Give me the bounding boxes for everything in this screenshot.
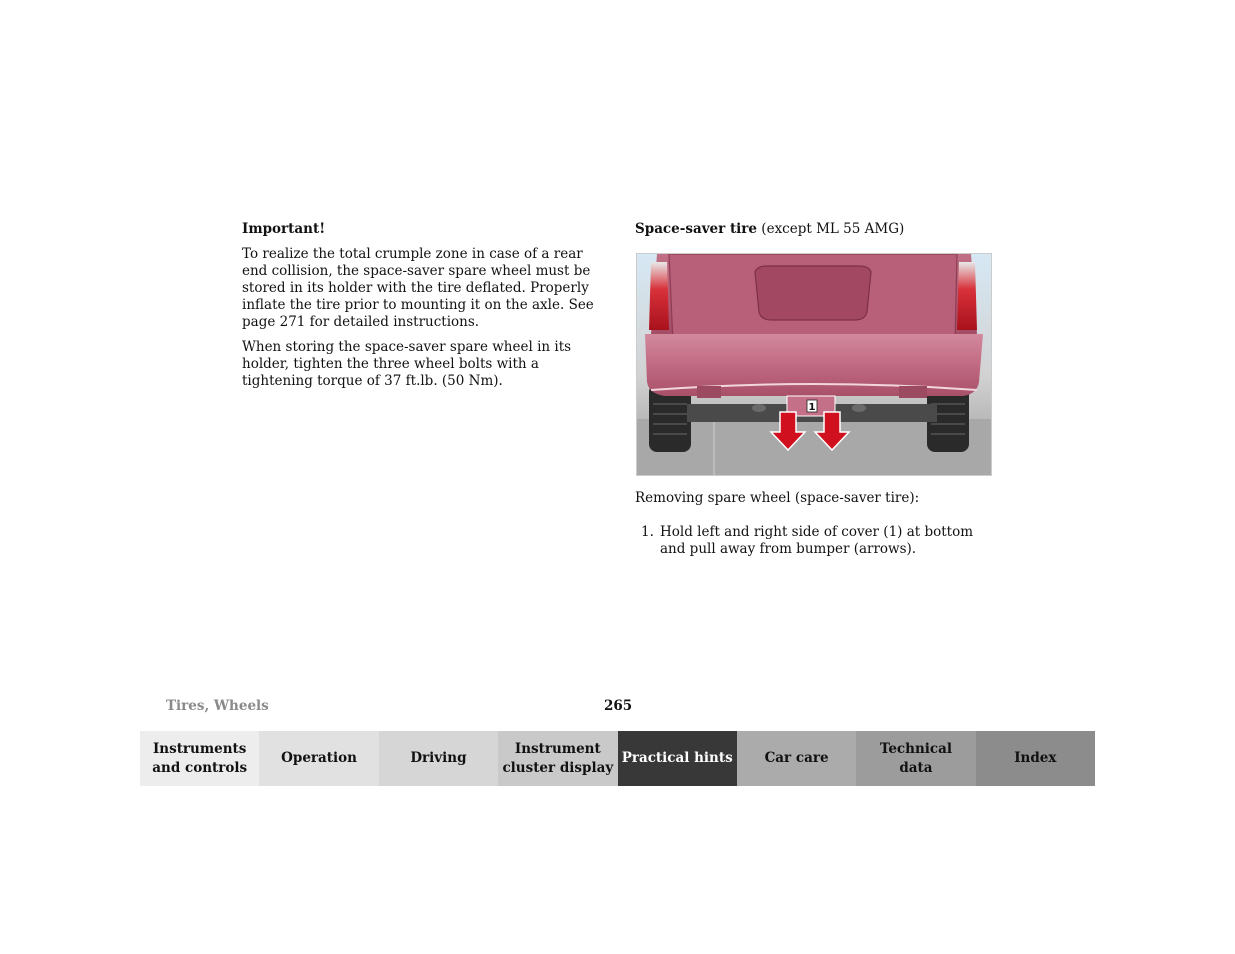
left-column	[242, 221, 604, 398]
space-saver-heading	[635, 221, 995, 238]
tab-car-care[interactable]: Car care	[737, 731, 856, 786]
rear-bumper-illustration	[636, 253, 992, 476]
tab-index[interactable]: Index	[976, 731, 1095, 786]
tab-instruments-and-controls[interactable]: Instruments and controls	[140, 731, 259, 786]
tab-instrument-cluster-display[interactable]: Instrument cluster display	[498, 731, 617, 786]
figure-callout-1: 1	[808, 402, 816, 413]
step-number: 1.	[641, 524, 654, 540]
list-item	[635, 524, 995, 558]
footer-section-title: Tires, Wheels	[166, 698, 269, 714]
space-saver-heading-rest: (except ML 55 AMG)	[757, 221, 905, 237]
important-heading: Important!	[242, 221, 326, 237]
important-paragraph-1: To realize the total crumple zone in case of a rear end collision, the space-saver spare wheel must be stored in its holder with the tire deflated. Properly inflate the tire prior to mounting it on the axle. See page 271 for detailed instructions.	[242, 246, 594, 330]
tab-technical-data[interactable]: Technical data	[856, 731, 975, 786]
page-number: 265	[604, 698, 633, 714]
chapter-navigation	[140, 731, 1095, 786]
tab-practical-hints[interactable]: Practical hints	[618, 731, 737, 786]
tab-driving[interactable]: Driving	[379, 731, 498, 786]
important-paragraph-2: When storing the space-saver spare wheel in its holder, tighten the three wheel bolts with a tightening torque of 37 ft.lb. (50 Nm).	[242, 339, 572, 389]
tab-operation[interactable]: Operation	[259, 731, 378, 786]
step-text: Hold left and right side of cover (1) at bottom and pull away from bumper (arrows).	[660, 524, 974, 557]
space-saver-heading-bold: Space-saver tire	[635, 221, 758, 237]
instruction-steps	[635, 524, 995, 558]
figure-caption: Removing spare wheel (space-saver tire):	[635, 490, 920, 506]
right-column	[635, 221, 995, 246]
